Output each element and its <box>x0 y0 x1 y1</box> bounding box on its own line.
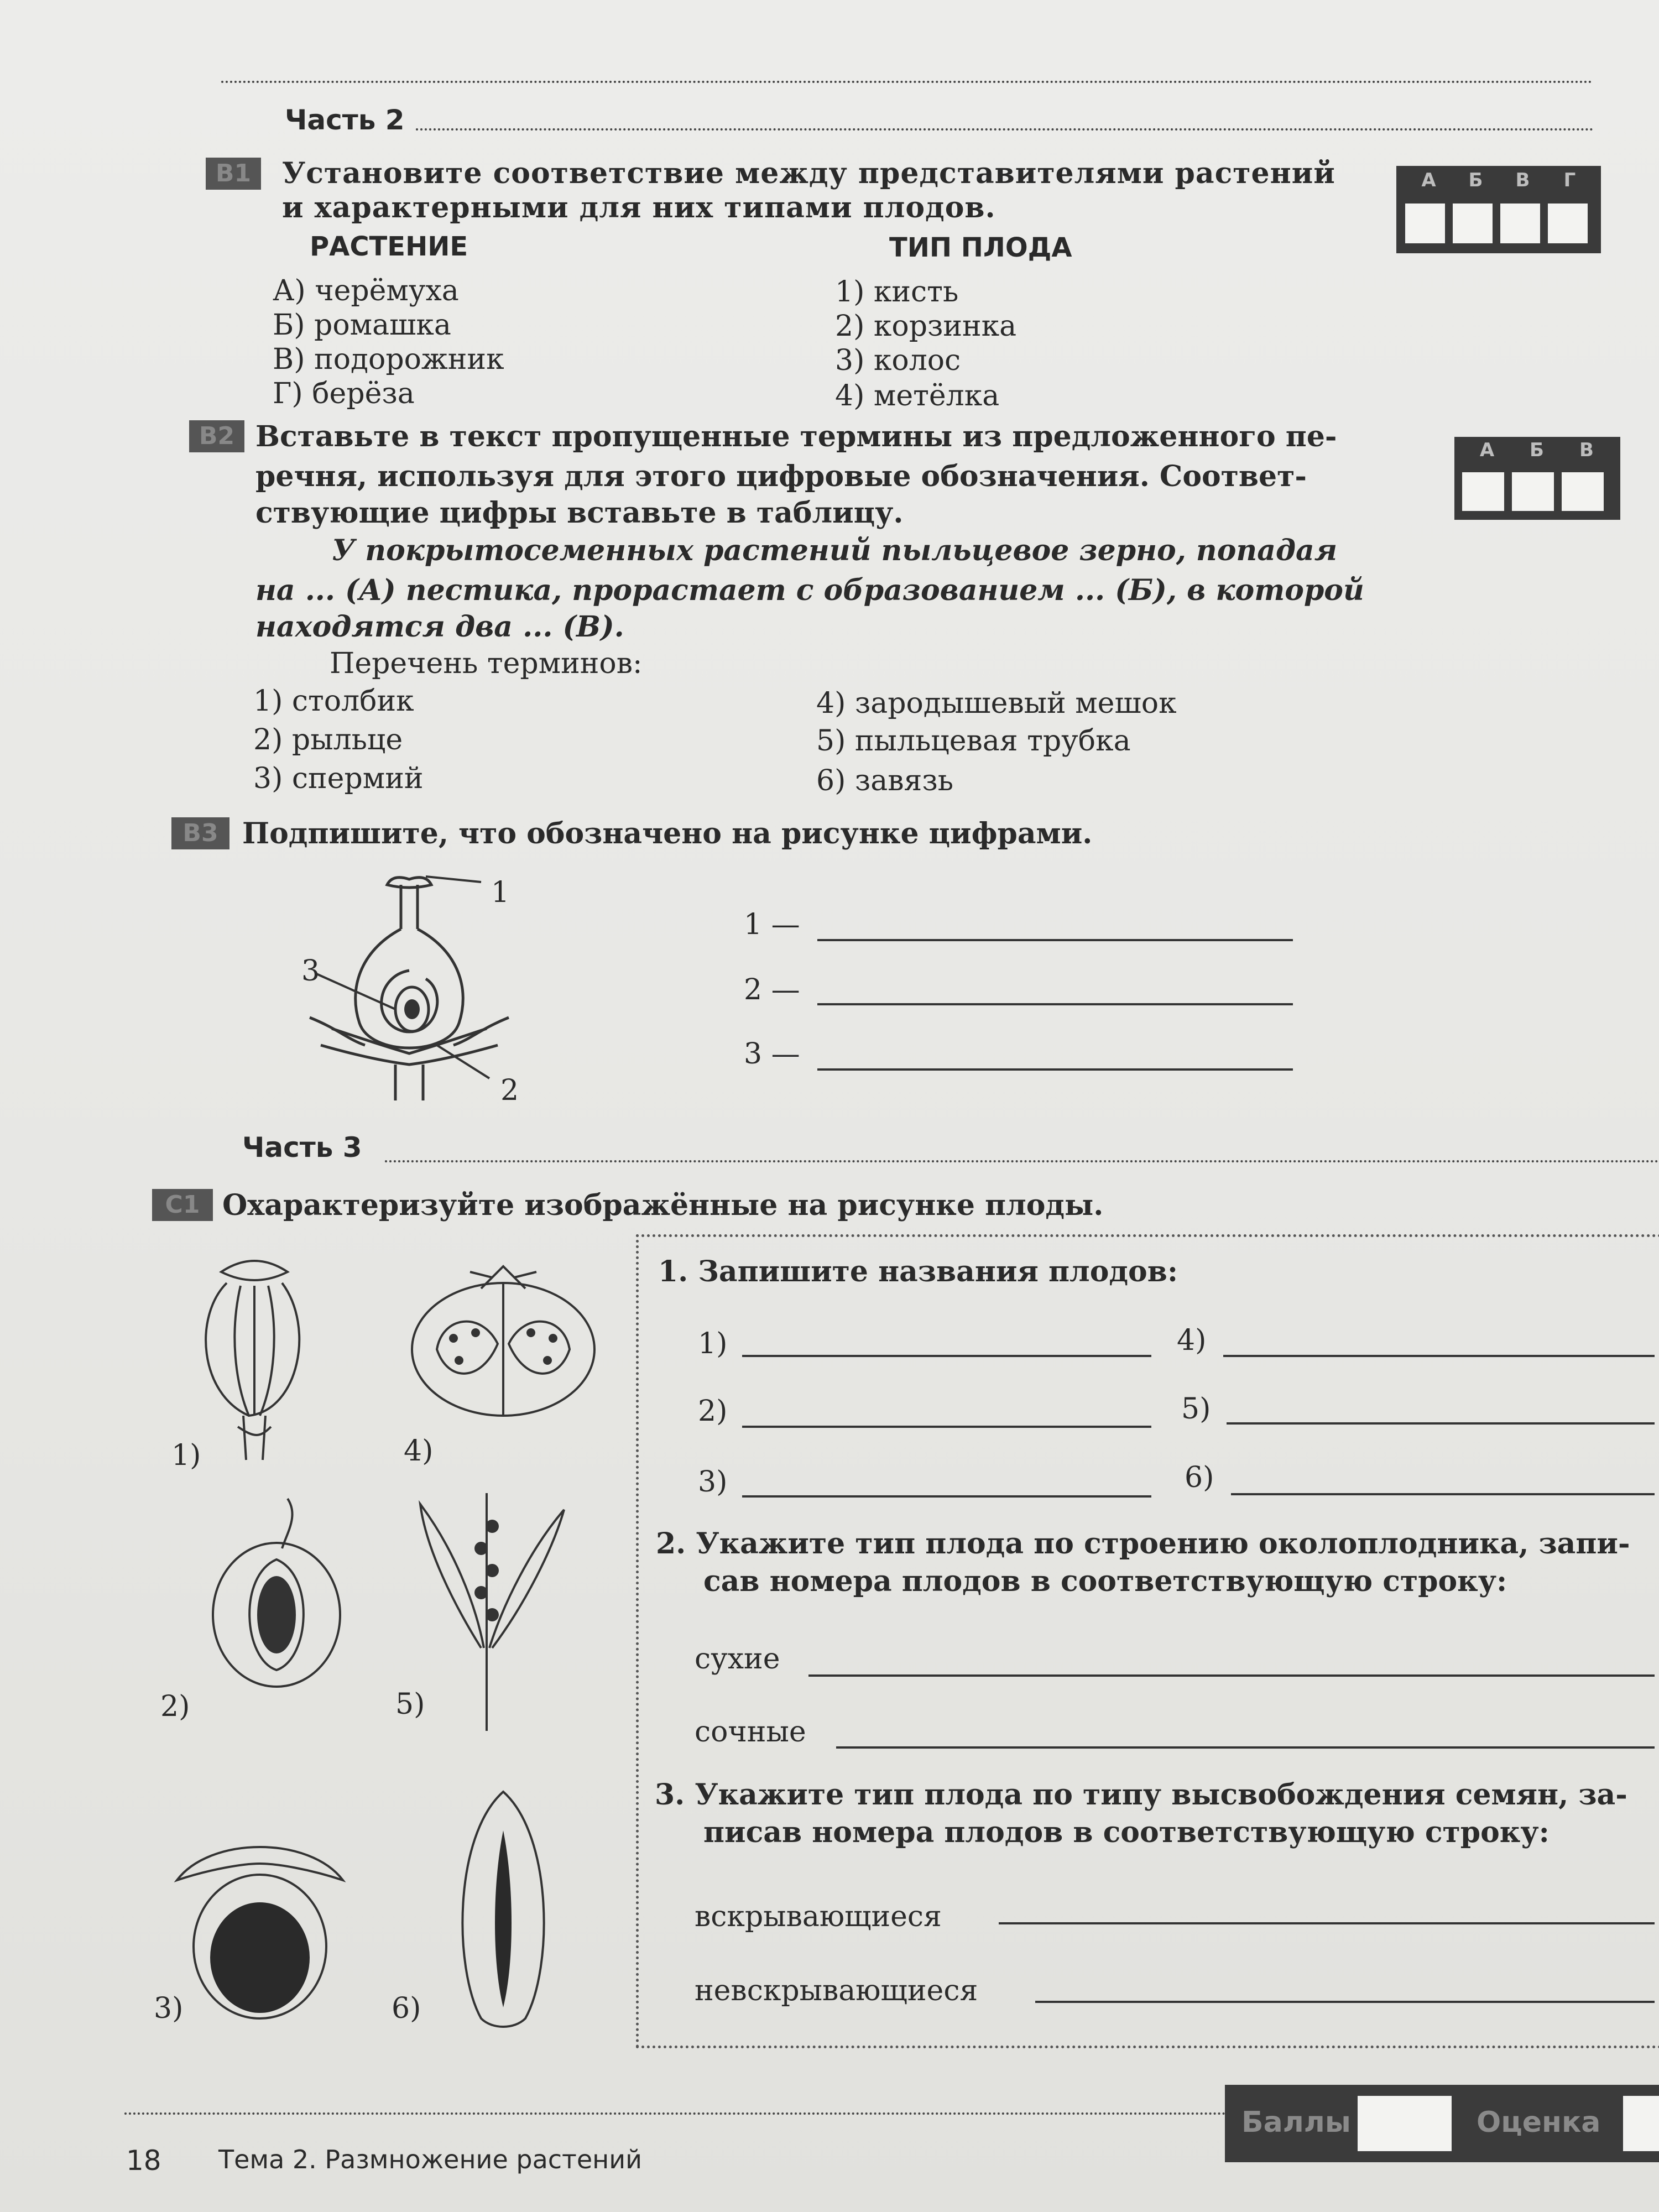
b1-answer-header-a: А <box>1421 169 1436 191</box>
b3-answer-label-1: 1 — <box>744 908 800 941</box>
b1-answer-header-b: Б <box>1468 169 1483 191</box>
b1-answer-box <box>1396 166 1601 253</box>
c1-q1-line-6[interactable] <box>1231 1493 1655 1495</box>
b2-answer-header-a: А <box>1479 439 1495 461</box>
b3-answer-label-3: 3 — <box>744 1037 800 1071</box>
b1-plant-a: А) черёмуха <box>273 274 459 307</box>
fruit-4-tomato-illustration <box>404 1250 603 1427</box>
c1-q3-line1: 3. Укажите тип плода по типу высвобождения семян, за- <box>655 1778 1627 1812</box>
b2-answer-box <box>1454 437 1620 520</box>
b1-question-line1: Установите соответствие между представителями растений <box>282 156 1335 190</box>
c1-q3-closed-label: невскрывающиеся <box>695 1974 978 2007</box>
c1-q1-label-3: 3) <box>698 1465 728 1499</box>
c1-q2-dry-line[interactable] <box>808 1674 1655 1677</box>
b1-fruit-2: 2) корзинка <box>835 310 1017 343</box>
b1-col-plant-header: РАСТЕНИЕ <box>310 231 468 262</box>
b1-plant-g: Г) берёза <box>273 377 415 410</box>
c1-q2-line2: сав номера плодов в соответствующую строку: <box>703 1564 1507 1598</box>
c1-q1-label-1: 1) <box>698 1327 728 1360</box>
b2-answer-header-b: Б <box>1530 439 1544 461</box>
b1-question-line2: и характерными для них типами плодов. <box>282 191 996 225</box>
b1-tag: В1 <box>206 158 261 190</box>
c1-q1-line-3[interactable] <box>742 1495 1151 1498</box>
part3-title: Часть 3 <box>242 1131 362 1164</box>
c1-figure-label-2: 2) <box>160 1690 190 1723</box>
c1-q3-line2: писав номера плодов в соответствующую строку: <box>703 1815 1550 1849</box>
b2-question-line2: речня, используя для этого цифровые обозначения. Соответ- <box>255 460 1307 493</box>
part2-title: Часть 2 <box>285 104 405 136</box>
b2-passage-line3: находятся два ... (В). <box>255 610 624 644</box>
c1-q3-closed-line[interactable] <box>1035 2001 1655 2003</box>
c1-q1-line-2[interactable] <box>742 1426 1151 1428</box>
b2-term-6: 6) завязь <box>816 764 954 797</box>
b2-term-5: 5) пыльцевая трубка <box>816 724 1131 758</box>
b3-figure-label-3: 3 <box>301 954 320 988</box>
b1-plant-b: Б) ромашка <box>273 309 451 342</box>
score-label: Баллы <box>1241 2106 1351 2139</box>
c1-q3-open-line[interactable] <box>999 1922 1655 1924</box>
c1-question: Охарактеризуйте изображённые на рисунке плоды. <box>222 1188 1104 1222</box>
top-rule <box>221 81 1593 83</box>
c1-q2-line1: 2. Укажите тип плода по строению околоплодника, запи- <box>656 1527 1630 1561</box>
b2-answer-cell-v[interactable] <box>1562 472 1604 511</box>
b1-answer-cell-v[interactable] <box>1500 204 1540 243</box>
b3-figure-label-2: 2 <box>500 1074 519 1107</box>
c1-figure-label-1: 1) <box>171 1439 201 1472</box>
c1-q1-label-2: 2) <box>698 1395 728 1428</box>
c1-q1-label-5: 5) <box>1181 1392 1211 1426</box>
c1-q1-line-5[interactable] <box>1227 1422 1655 1425</box>
b2-term-4: 4) зародышевый мешок <box>816 687 1177 720</box>
b2-term-2: 2) рыльце <box>253 723 403 757</box>
fruit-6-grain-illustration <box>448 1786 559 2030</box>
score-cell[interactable] <box>1358 2096 1452 2151</box>
page-number: 18 <box>126 2145 161 2177</box>
b2-passage-line1: У покрытосеменных растений пыльцевое зерно, попадая <box>332 534 1338 567</box>
b2-question-line3: ствующие цифры вставьте в таблицу. <box>255 496 904 530</box>
b3-question: Подпишите, что обозначено на рисунке цифрами. <box>242 817 1093 851</box>
score-bar <box>1225 2085 1659 2162</box>
grade-cell[interactable] <box>1623 2096 1659 2151</box>
c1-q1-line-1[interactable] <box>742 1355 1151 1357</box>
b1-answer-cell-g[interactable] <box>1548 204 1588 243</box>
b3-answer-line-1[interactable] <box>817 939 1293 941</box>
b2-answer-cell-b[interactable] <box>1512 472 1554 511</box>
c1-figure-label-5: 5) <box>395 1688 425 1721</box>
b2-answer-header-v: В <box>1579 439 1594 461</box>
b2-passage-line2: на ... (А) пестика, прорастает с образованием ... (Б), в которой <box>255 573 1364 607</box>
b2-answer-cell-a[interactable] <box>1462 472 1504 511</box>
b3-answer-line-2[interactable] <box>817 1003 1293 1005</box>
b1-fruit-3: 3) колос <box>835 344 961 377</box>
b1-plant-v: В) подорожник <box>273 343 504 376</box>
footer-rule <box>124 2112 1230 2115</box>
part2-rule <box>416 128 1594 131</box>
b2-question-line1: Вставьте в текст пропущенные термины из предложенного пе- <box>255 420 1337 453</box>
b1-fruit-1: 1) кисть <box>835 275 959 309</box>
fruit-5-pod-illustration <box>409 1482 575 1736</box>
b1-answer-header-g: Г <box>1563 169 1576 191</box>
c1-q2-juicy-line[interactable] <box>836 1746 1655 1749</box>
footer-topic: Тема 2. Размножение растений <box>218 2145 643 2174</box>
part3-rule <box>385 1160 1659 1162</box>
c1-tag: С1 <box>152 1189 213 1221</box>
c1-q3-open-label: вскрывающиеся <box>695 1900 942 1933</box>
b1-col-fruit-header: ТИП ПЛОДА <box>889 232 1072 263</box>
c1-figure-label-4: 4) <box>404 1434 434 1468</box>
c1-q1-label-6: 6) <box>1185 1461 1214 1494</box>
c1-q1-title: 1. Запишите названия плодов: <box>658 1255 1178 1288</box>
fruit-3-nut-illustration <box>166 1825 354 2024</box>
b2-terms-title: Перечень терминов: <box>330 647 643 680</box>
b2-term-1: 1) столбик <box>253 685 414 718</box>
b3-answer-line-3[interactable] <box>817 1068 1293 1071</box>
fruit-1-poppy-capsule-illustration <box>182 1250 326 1482</box>
b3-figure-label-1: 1 <box>491 876 510 909</box>
fruit-2-drupe-illustration <box>205 1493 348 1692</box>
c1-q1-line-4[interactable] <box>1223 1355 1655 1357</box>
c1-figure-label-6: 6) <box>392 1992 421 2025</box>
c1-q2-dry-label: сухие <box>695 1642 780 1676</box>
b2-tag: В2 <box>189 420 244 452</box>
b3-answer-label-2: 2 — <box>744 973 800 1006</box>
b1-answer-cell-b[interactable] <box>1453 204 1493 243</box>
b1-fruit-4: 4) метёлка <box>835 379 1000 413</box>
b2-term-3: 3) спермий <box>253 762 424 795</box>
c1-figure-label-3: 3) <box>154 1992 184 2025</box>
b1-answer-cell-a[interactable] <box>1405 204 1445 243</box>
grade-label: Оценка <box>1477 2106 1601 2139</box>
b1-answer-header-v: В <box>1515 169 1530 191</box>
c1-q1-label-4: 4) <box>1177 1324 1207 1357</box>
b3-tag: В3 <box>171 817 229 849</box>
c1-q2-juicy-label: сочные <box>695 1715 806 1749</box>
